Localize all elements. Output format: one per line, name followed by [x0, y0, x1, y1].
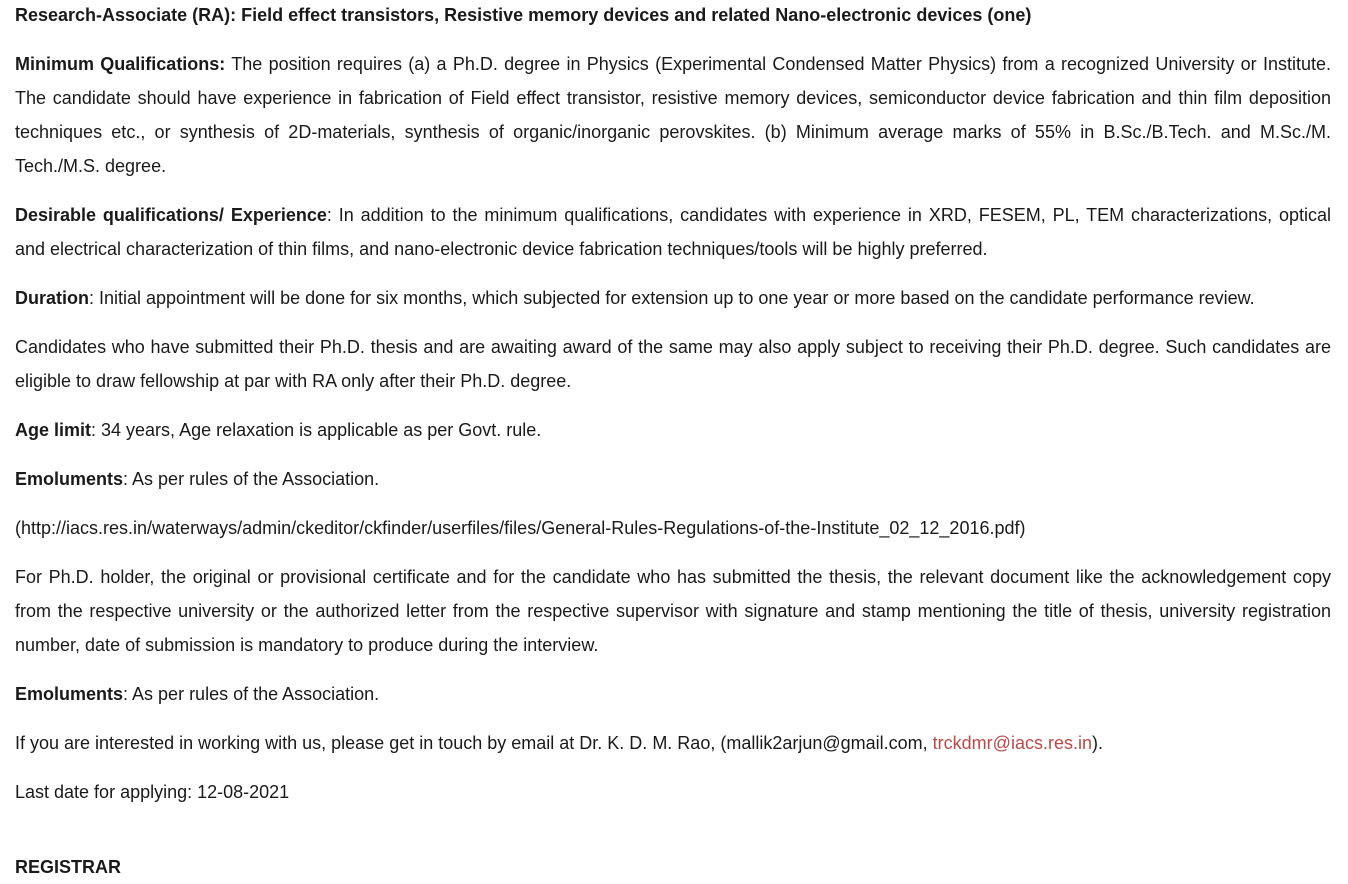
desirable-qualifications	[15, 198, 1331, 266]
last-date: Last date for applying: 12-08-2021	[15, 782, 290, 802]
duration	[15, 281, 1331, 315]
age-limit	[15, 413, 1331, 447]
desirable-qualifications-text: : In addition to the minimum qualifications, candidates with experience in XRD, FESEM, PL, TEM characterizations, optical and electrical characterization of thin films, and nano-electronic device fabrication techniques/tools will be highly preferred.	[15, 205, 1331, 259]
emoluments-text: : As per rules of the Association.	[123, 469, 380, 489]
emoluments-repeat-label: Emoluments	[15, 684, 124, 704]
contact-prefix: If you are interested in working with us, please get in touch by email at Dr. K. D. M. Rao, (mallik2arjun@gmail.com,	[15, 733, 933, 753]
age-limit-text: : 34 years, Age relaxation is applicable as per Govt. rule.	[91, 420, 542, 440]
registrar-heading: REGISTRAR	[15, 857, 122, 877]
emoluments	[15, 462, 1331, 496]
duration-label: Duration	[15, 288, 89, 308]
contact-line	[15, 726, 1331, 760]
job-posting	[15, 0, 1331, 809]
duration-text: : Initial appointment will be done for six months, which subjected for extension up to one year or more based on the candidate performance review.	[89, 288, 1255, 308]
age-limit-label: Age limit	[15, 420, 92, 440]
minimum-qualifications-label: Minimum Qualifications:	[15, 54, 226, 74]
minimum-qualifications	[15, 47, 1331, 183]
emoluments-label: Emoluments	[15, 469, 124, 489]
position-heading: Research-Associate (RA): Field effect transistors, Resistive memory devices and related Nano-electronic devices (one)	[15, 5, 1032, 25]
desirable-qualifications-label: Desirable qualifications/ Experience	[15, 205, 327, 225]
emoluments-repeat	[15, 677, 1331, 711]
emoluments-repeat-text: : As per rules of the Association.	[123, 684, 380, 704]
rules-url: (http://iacs.res.in/waterways/admin/ckeditor/ckfinder/userfiles/files/General-Rules-Regulations-of-the-Institute_02_12_2016.pdf)	[15, 518, 1026, 538]
thesis-note: Candidates who have submitted their Ph.D. thesis and are awaiting award of the same may also apply subject to receiving their Ph.D. degree. Such candidates are eligible to draw fellowship at par with RA only after their Ph.D. degree.	[15, 337, 1331, 391]
minimum-qualifications-text: The position requires (a) a Ph.D. degree in Physics (Experimental Condensed Matter Physics) from a recognized University or Institute. The candidate should have experience in fabrication of Field effect transistor, resistive memory devices, semiconductor device fabrication and thin film deposition techniques etc., or synthesis of 2D-materials, synthesis of organic/inorganic perovskites. (b) Minimum average marks of 55% in B.Sc./B.Tech. and M.Sc./M. Tech./M.S. degree.	[15, 54, 1331, 176]
documents-note: For Ph.D. holder, the original or provisional certificate and for the candidate who has submitted the thesis, the relevant document like the acknowledgement copy from the respective university or the authorized letter from the respective supervisor with signature and stamp mentioning the title of thesis, university registration number, date of submission is mandatory to produce during the interview.	[15, 567, 1331, 655]
contact-email-link[interactable]: trckdmr@iacs.res.in	[932, 733, 1092, 753]
contact-suffix: ).	[1091, 733, 1103, 753]
